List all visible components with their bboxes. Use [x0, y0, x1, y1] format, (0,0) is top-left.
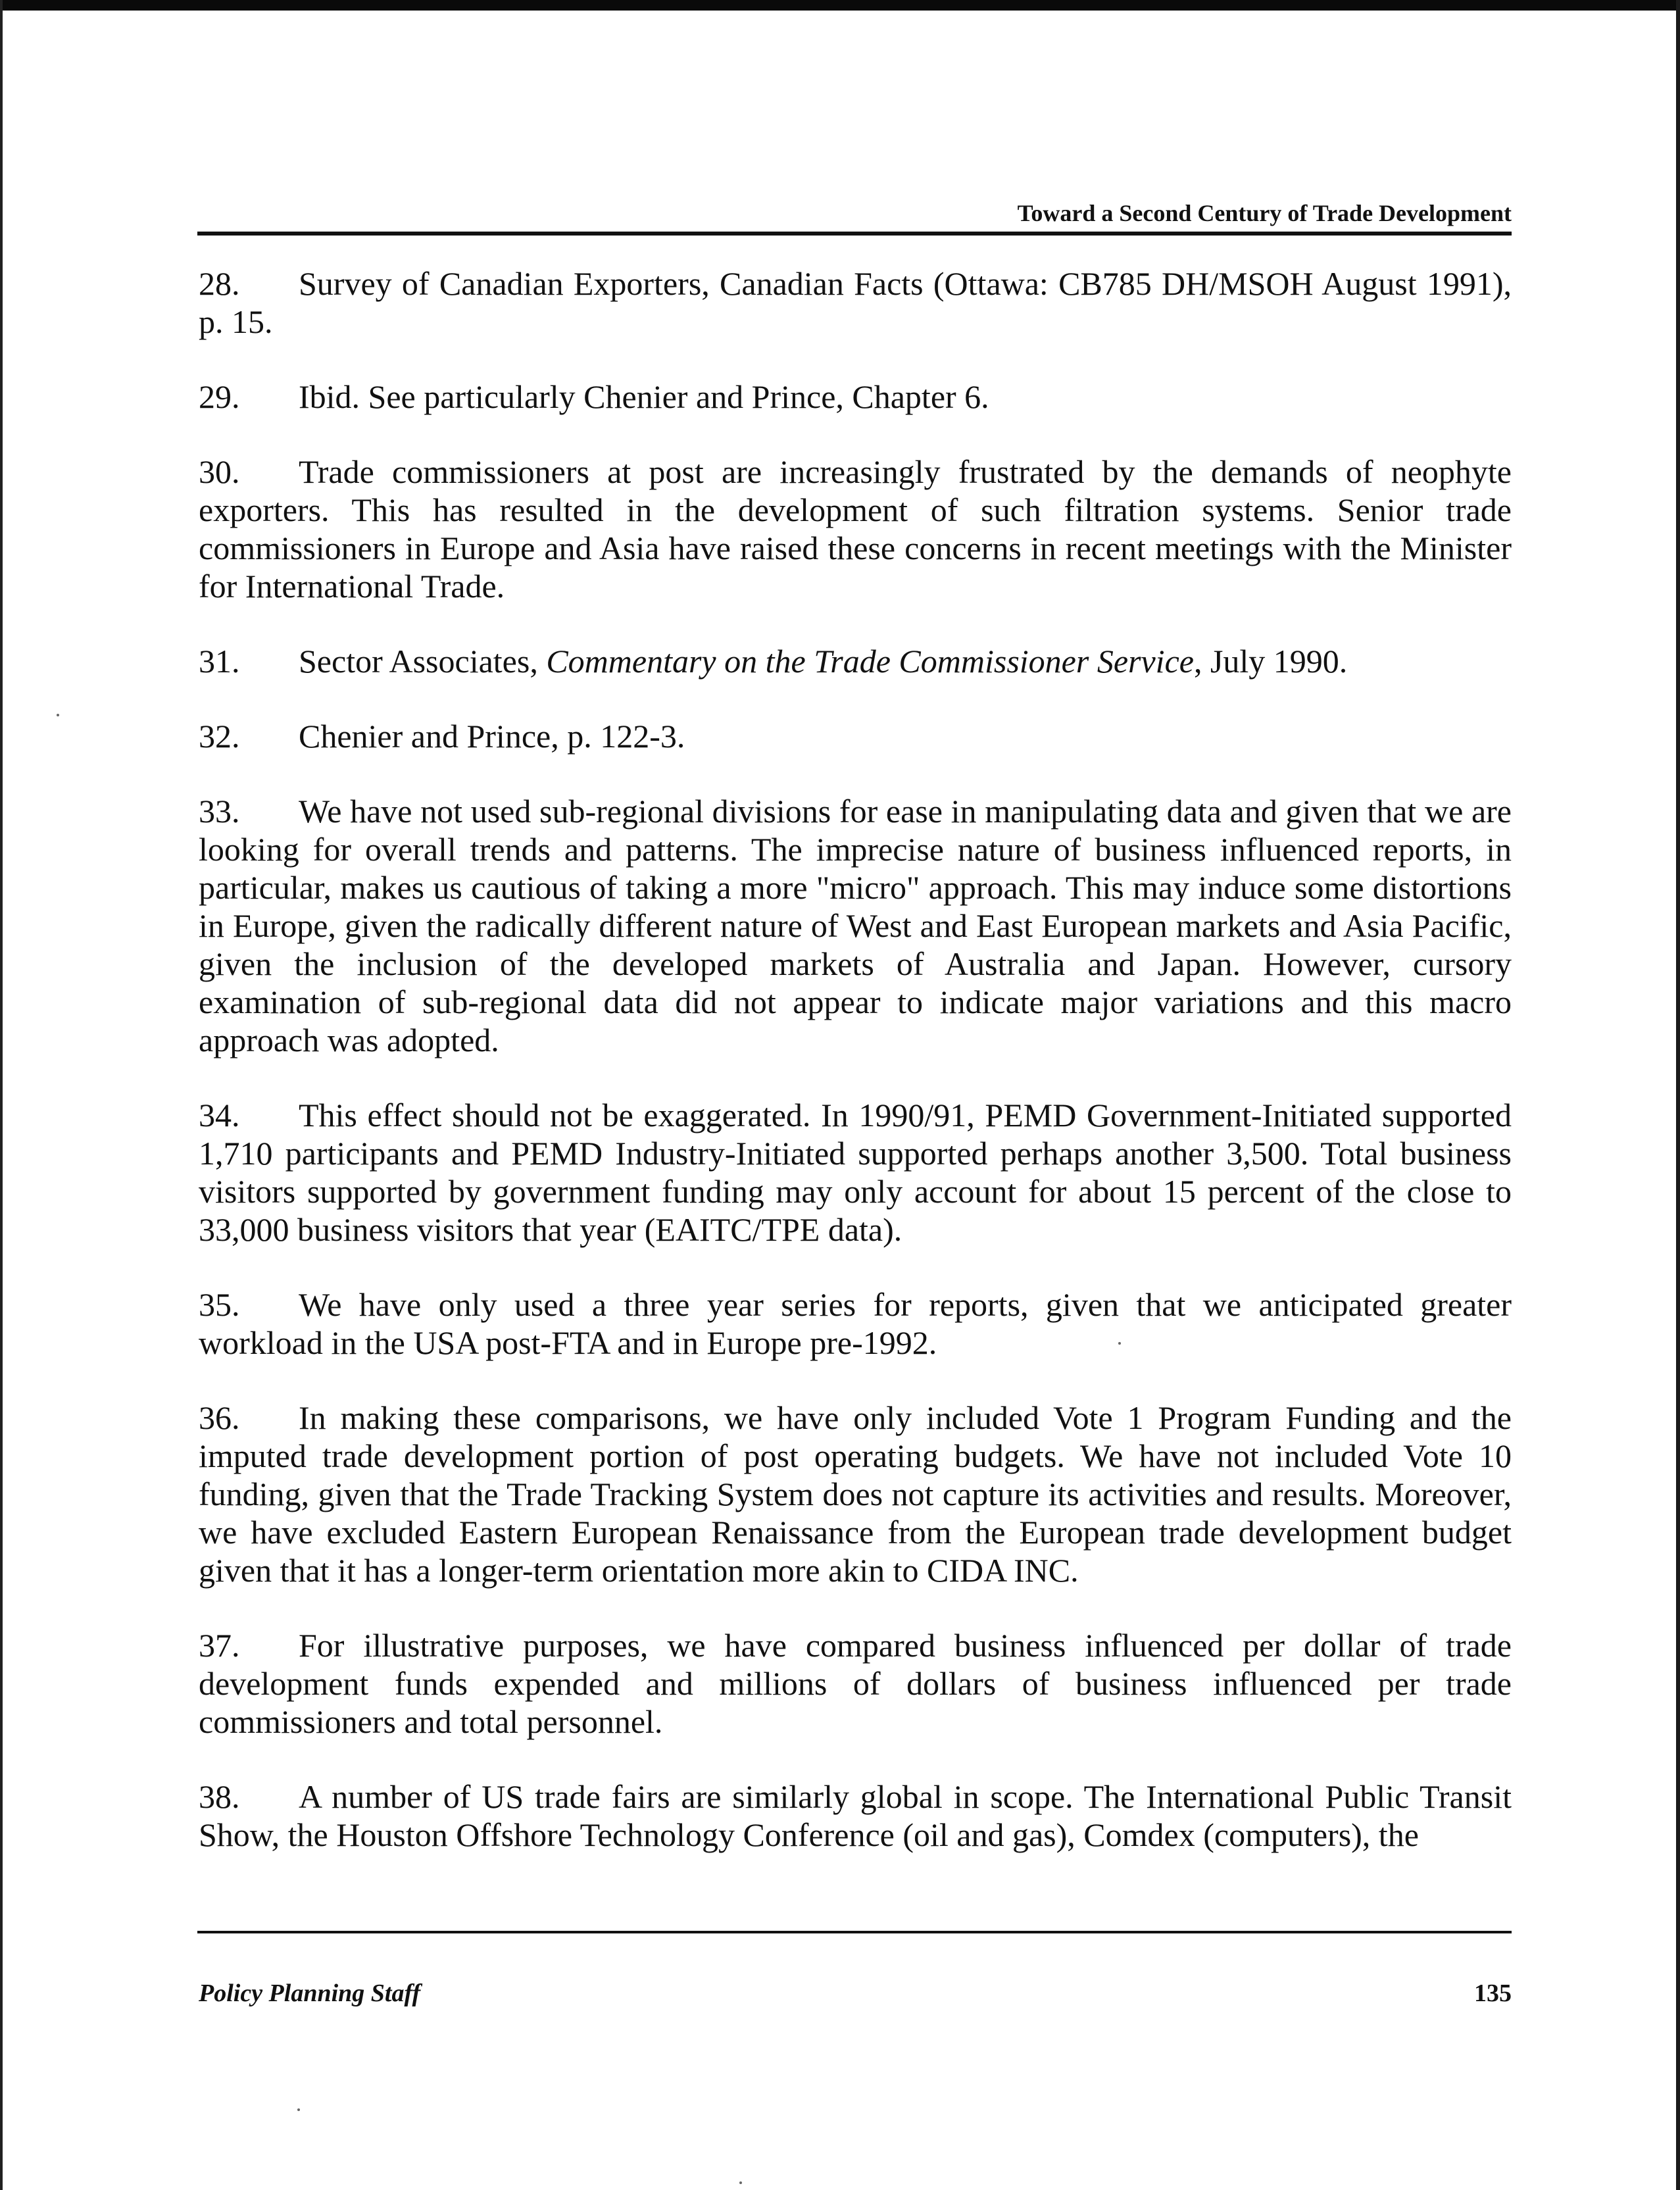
- footer-department: Policy Planning Staff: [199, 1979, 421, 2007]
- endnote-number: 36.: [199, 1399, 240, 1436]
- scan-speck: [297, 2108, 300, 2111]
- endnote-text: Chenier and Prince, p. 122-3.: [299, 718, 685, 755]
- scan-left-border: [0, 0, 3, 2190]
- header-rule: [197, 232, 1512, 236]
- endnote-number: 30.: [199, 453, 240, 490]
- endnote-number: 31.: [199, 643, 240, 680]
- page-number: 135: [1474, 1979, 1512, 2007]
- endnote-number: 38.: [199, 1778, 240, 1815]
- endnote-37: [199, 1626, 1512, 1741]
- endnote-text: For illustrative purposes, we have compared business influenced per dollar of trade development funds expended and millions of dollars of business influenced per trade commissioners and total personnel.: [199, 1627, 1512, 1740]
- running-header: Toward a Second Century of Trade Development: [1017, 200, 1512, 226]
- endnote-number: 37.: [199, 1627, 240, 1664]
- endnote-32: [199, 717, 1512, 755]
- endnote-31: [199, 642, 1512, 680]
- endnote-text: In making these comparisons, we have only included Vote 1 Program Funding and the imputed trade development portion of post operating budgets. We have not included Vote 10 funding, given that the Trade Tracking System does not capture its activities and results. Moreover, we have excluded Eastern European Renaissance from the European trade development budget given that it has a longer-term orientation more akin to CIDA INC.: [199, 1399, 1512, 1589]
- endnote-number: 32.: [199, 718, 240, 755]
- scan-speck: [1118, 1342, 1121, 1345]
- endnote-35: [199, 1285, 1512, 1362]
- scan-right-border: [1676, 0, 1680, 2190]
- endnote-30: [199, 453, 1512, 605]
- endnote-text: We have only used a three year series for reports, given that we anticipated greater workload in the USA post-FTA and in Europe pre-1992.: [199, 1286, 1512, 1361]
- endnote-text: Trade commissioners at post are increasingly frustrated by the demands of neophyte exporters. This has resulted in the development of such filtration systems. Senior trade commissioners in Europe and Asia have raised these concerns in recent meetings with the Minister for International Trade.: [199, 453, 1512, 605]
- endnote-number: 29.: [199, 378, 240, 415]
- endnote-number: 28.: [199, 265, 240, 302]
- endnote-number: 33.: [199, 793, 240, 830]
- endnote-text: This effect should not be exaggerated. In 1990/91, PEMD Government-Initiated supported 1,710 participants and PEMD Industry-Initiated supported perhaps another 3,500. Total business visitors supported by government funding may only account for about 15 percent of the close to 33,000 business visitors that year (EAITC/TPE data).: [199, 1097, 1512, 1248]
- endnote-28: [199, 264, 1512, 341]
- endnote-cited-title: Commentary on the Trade Commissioner Service: [546, 643, 1194, 680]
- endnote-text-lead: Sector Associates,: [299, 643, 547, 680]
- footer-rule: [197, 1931, 1512, 1933]
- endnote-29: [199, 378, 1512, 416]
- scan-top-border: [0, 0, 1680, 11]
- endnote-text: Survey of Canadian Exporters, Canadian Facts (Ottawa: CB785 DH/MSOH August 1991), p. 15.: [199, 265, 1512, 340]
- endnote-38: [199, 1778, 1512, 1854]
- endnote-number: 34.: [199, 1097, 240, 1133]
- endnote-number: 35.: [199, 1286, 240, 1323]
- endnote-text: Ibid. See particularly Chenier and Prince, Chapter 6.: [299, 378, 989, 415]
- endnotes-list: [199, 264, 1512, 1891]
- endnote-33: [199, 792, 1512, 1059]
- scan-speck: [739, 2181, 742, 2184]
- endnote-36: [199, 1399, 1512, 1589]
- endnote-text: We have not used sub-regional divisions for ease in manipulating data and given that we are looking for overall trends and patterns. The imprecise nature of business influenced reports, in particular, makes us cautious of taking a more "micro" approach. This may induce some distortions in Europe, given the radically different nature of West and East European markets and Asia Pacific, given the inclusion of the developed markets of Australia and Japan. However, cursory examination of sub-regional data did not appear to indicate major variations and this macro approach was adopted.: [199, 793, 1512, 1058]
- endnote-34: [199, 1096, 1512, 1249]
- endnote-text-tail: , July 1990.: [1193, 643, 1348, 680]
- endnote-text: A number of US trade fairs are similarly global in scope. The International Public Transit Show, the Houston Offshore Technology Conference (oil and gas), Comdex (computers), the: [199, 1778, 1512, 1853]
- scan-speck: [57, 714, 59, 716]
